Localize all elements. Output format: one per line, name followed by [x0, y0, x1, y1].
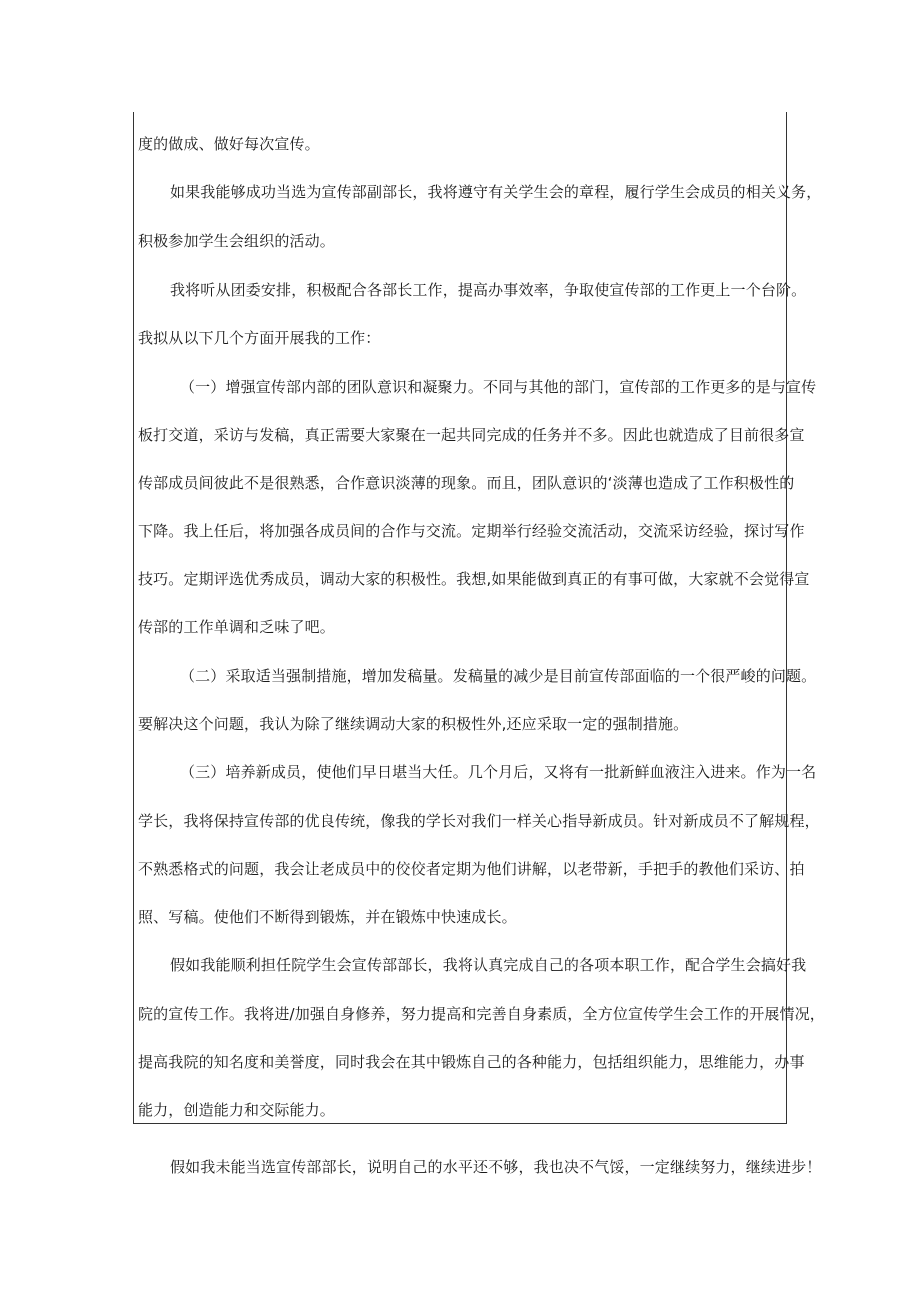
paragraph-line: 我拟从以下几个方面开展我的工作： — [138, 329, 381, 347]
paragraph-line: （一）增强宣传部内部的团队意识和凝聚力。不同与其他的部门，宣传部的工作更多的是与宣传 — [180, 378, 817, 396]
paragraph-line: 假如我能顺利担任院学生会宣传部部长，我将认真完成自己的各项本职工作，配合学生会搞好我 — [170, 956, 807, 974]
paragraph-line: 院的宣传工作。我将进/加强自身修养，努力提高和完善自身素质，全方位宣传学生会工作的开展情况， — [138, 1005, 825, 1023]
paragraph-line: （二）采取适当强制措施，增加发稿量。发稿量的减少是目前宣传部面临的一个很严峻的问题。 — [180, 667, 817, 685]
paragraph-line: 积极参加学生会组织的活动。 — [138, 232, 335, 250]
paragraph-line: 学长，我将保持宣传部的优良传统，像我的学长对我们一样关心指导新成员。针对新成员不了解规程， — [138, 812, 820, 830]
paragraph-line: 不熟悉格式的问题，我会让老成员中的佼佼者定期为他们讲解，以老带新，手把手的教他们采访、拍 — [138, 860, 805, 878]
paragraph-line: （三）培养新成员，使他们早日堪当大任。几个月后，又将有一批新鲜血液注入进来。作为一名 — [180, 763, 817, 781]
closing-paragraph: 假如我未能当选宣传部部长，说明自己的水平还不够，我也决不气馁，一定继续努力，继续进步！ — [170, 1158, 822, 1176]
paragraph-line: 照、写稿。使他们不断得到锻炼，并在锻炼中快速成长。 — [138, 908, 517, 926]
paragraph-line: 技巧。定期评选优秀成员，调动大家的积极性。我想,如果能做到真正的有事可做，大家就不会觉得宣 — [138, 570, 810, 588]
paragraph-line: 我将听从团委安排，积极配合各部长工作，提高办事效率，争取使宣传部的工作更上一个台阶。 — [170, 281, 807, 299]
paragraph-line: 提高我院的知名度和美誉度，同时我会在其中锻炼自己的各种能力，包括组织能力，思维能力，办事 — [138, 1053, 805, 1071]
paragraph-line: 如果我能够成功当选为宣传部副部长，我将遵守有关学生会的章程，履行学生会成员的相关义务， — [170, 183, 822, 201]
paragraph-line: 板打交道，采访与发稿，真正需要大家聚在一起共同完成的任务并不多。因此也就造成了目前很多宣 — [138, 426, 805, 444]
paragraph-line: 传部的工作单调和乏味了吧。 — [138, 618, 335, 636]
paragraph-line: 要解决这个问题，我认为除了继续调动大家的积极性外,还应采取一定的强制措施。 — [138, 715, 689, 733]
paragraph-line: 能力，创造能力和交际能力。 — [138, 1101, 335, 1119]
paragraph-line: 度的做成、做好每次宣传。 — [138, 135, 320, 153]
paragraph-line: 传部成员间彼此不是很熟悉，合作意识淡薄的现象。而且，团队意识的‘淡薄也造成了工作积极性的 — [138, 474, 795, 492]
paragraph-line: 下降。我上任后，将加强各成员间的合作与交流。定期举行经验交流活动，交流采访经验，探讨写作 — [138, 522, 805, 540]
